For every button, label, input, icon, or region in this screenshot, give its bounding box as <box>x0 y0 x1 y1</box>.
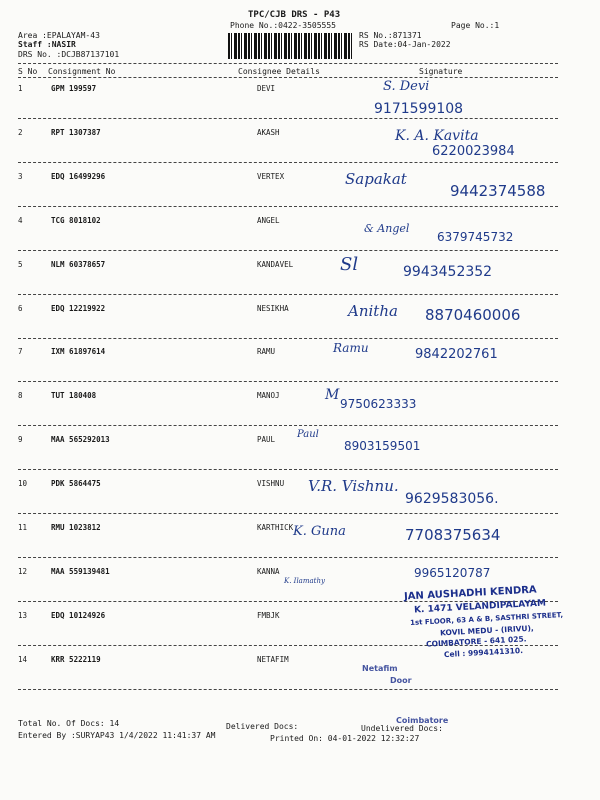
row-consignment-number: GPM 199597 <box>51 84 97 93</box>
row-signature: K. Guna <box>293 524 346 539</box>
undelivered-docs: Undelivered Docs: <box>361 724 443 733</box>
row-divider <box>18 206 558 207</box>
row-divider <box>18 250 558 251</box>
row-consignee-name: ANGEL <box>257 215 280 225</box>
row-consignment-number: MAA 565292013 <box>51 435 110 445</box>
row-consignment-number: EDQ 16499296 <box>51 171 106 181</box>
table-row <box>0 301 600 348</box>
table-row <box>0 79 600 128</box>
table-row <box>0 429 600 479</box>
row-serial-number: 13 <box>18 610 28 620</box>
row-consignment-number: NLM 60378657 <box>51 259 106 269</box>
row-consignment-number: MAA 559139481 <box>51 566 110 576</box>
barcode <box>228 33 352 59</box>
entered-by: Entered By :SURYAP43 1/4/2022 11:41:37 AM <box>18 731 216 740</box>
row-consignment-number: RPT 1307387 <box>51 127 101 137</box>
row-divider <box>18 338 558 339</box>
table-row <box>0 169 600 216</box>
row-consignment-number: RMU 1023812 <box>51 523 101 532</box>
table-row <box>0 253 600 304</box>
row-signature: Ramu <box>333 341 369 356</box>
row-serial-number: 4 <box>18 215 23 225</box>
row-signature: Sapakat <box>345 169 407 188</box>
table-row <box>0 523 600 567</box>
row-divider <box>18 513 558 514</box>
row-signature: Paul <box>297 429 319 441</box>
row-consignee-name: DEVI <box>257 84 276 93</box>
row-signature: V.R. Vishnu. <box>308 477 399 496</box>
row-handwritten-phone: 9943452352 <box>403 263 493 280</box>
row-signature: K. Ilamathy <box>284 576 325 585</box>
row-serial-number: 11 <box>18 523 28 532</box>
row-handwritten-phone: 6220023984 <box>432 143 515 159</box>
header-divider-top <box>18 63 558 64</box>
header-divider-bottom <box>18 77 558 78</box>
row-handwritten-phone: 9171599108 <box>374 101 464 117</box>
phone-number: Phone No.:0422-3505555 <box>230 21 336 30</box>
row-consignee-name: PAUL <box>257 435 276 445</box>
row-consignment-number: TUT 180408 <box>51 391 97 401</box>
rs-number: RS No.:871371 <box>359 31 422 40</box>
company-stamp: Netafim Door Coimbatore <box>362 664 449 725</box>
staff-label: Staff :NASIR <box>18 40 76 49</box>
drs-number: DRS No. :DCJB87137101 <box>18 50 120 59</box>
row-signature: K. A. Kavita <box>395 127 479 144</box>
row-consignment-number: IXM 61897614 <box>51 347 106 357</box>
column-consignment: Consignment No <box>48 67 116 76</box>
row-consignment-number: TCG 8018102 <box>51 215 101 225</box>
table-row <box>0 128 600 172</box>
row-signature: S. Devi <box>383 79 430 94</box>
row-consignee-name: NETAFIM <box>257 654 289 664</box>
row-serial-number: 12 <box>18 566 28 576</box>
row-serial-number: 5 <box>18 259 23 269</box>
row-consignment-number: EDQ 12219922 <box>51 303 106 313</box>
row-handwritten-phone: 9629583056. <box>405 491 499 508</box>
row-consignee-name: KARTHICK <box>257 523 294 532</box>
row-handwritten-phone: 6379745732 <box>437 229 514 244</box>
row-serial-number: 8 <box>18 391 23 401</box>
row-handwritten-phone: 8870460006 <box>425 305 521 324</box>
row-consignee-name: AKASH <box>257 127 280 137</box>
row-handwritten-phone: 7708375634 <box>405 526 501 544</box>
column-sno: S No <box>18 67 38 76</box>
row-handwritten-phone: 9965120787 <box>414 565 491 580</box>
row-signature: Anitha <box>348 301 398 320</box>
row-divider <box>18 118 558 119</box>
row-signature: M <box>325 387 340 404</box>
table-row <box>0 341 600 391</box>
page-number: Page No.:1 <box>451 21 500 30</box>
row-handwritten-phone: 9750623333 <box>340 397 417 412</box>
table-row <box>0 216 600 260</box>
printed-on: Printed On: 04-01-2022 12:32:27 <box>270 734 420 743</box>
row-signature: Sl <box>340 253 359 275</box>
row-serial-number: 10 <box>18 479 28 489</box>
area-label: Area :EPALAYAM-43 <box>18 31 100 40</box>
row-divider <box>18 294 558 295</box>
row-divider <box>18 162 558 163</box>
row-handwritten-phone: 8903159501 <box>344 439 421 454</box>
row-handwritten-phone: 9842202761 <box>415 347 498 363</box>
report-title: TPC/CJB DRS - P43 <box>248 10 341 20</box>
row-handwritten-phone: 9442374588 <box>450 181 546 200</box>
row-consignment-number: KRR 5222119 <box>51 654 101 664</box>
row-consignee-name: VERTEX <box>257 171 285 181</box>
row-consignment-number: EDQ 10124926 <box>51 610 106 620</box>
row-serial-number: 14 <box>18 654 28 664</box>
row-divider <box>18 557 558 558</box>
row-consignee-name: NESIKHA <box>257 303 289 313</box>
row-serial-number: 1 <box>18 84 23 93</box>
row-serial-number: 9 <box>18 435 23 445</box>
delivered-docs: Delivered Docs: <box>226 722 299 731</box>
row-divider <box>18 381 558 382</box>
row-consignee-name: KANDAVEL <box>257 259 294 269</box>
pharmacy-stamp: JAN AUSHADHI KENDRA K. 1471 VELANDIPALAYAM 1st FLOOR, 63 A & B, SASTHRI STREET, KOVIL MEDU - (IRIVU), COIMBATORE - 641 025. Cell : 9994141310. <box>403 584 564 660</box>
row-consignee-name: FMBJK <box>257 610 280 620</box>
row-divider <box>18 469 558 470</box>
rs-date: RS Date:04-Jan-2022 <box>359 40 451 49</box>
row-consignee-name: VISHNU <box>257 479 285 489</box>
row-serial-number: 3 <box>18 171 23 181</box>
row-consignee-name: MANOJ <box>257 391 280 401</box>
row-serial-number: 6 <box>18 303 23 313</box>
row-consignee-name: RAMU <box>257 347 276 357</box>
total-docs: Total No. Of Docs: 14 <box>18 719 120 728</box>
row-serial-number: 7 <box>18 347 23 357</box>
row-consignee-name: KANNA <box>257 566 280 576</box>
column-signature: Signature <box>419 67 463 76</box>
column-consignee: Consignee Details <box>238 67 320 76</box>
row-divider <box>18 425 558 426</box>
row-signature: & Angel <box>364 221 410 235</box>
row-serial-number: 2 <box>18 127 23 137</box>
row-consignment-number: PDK 5864475 <box>51 479 101 489</box>
table-row <box>0 479 600 523</box>
